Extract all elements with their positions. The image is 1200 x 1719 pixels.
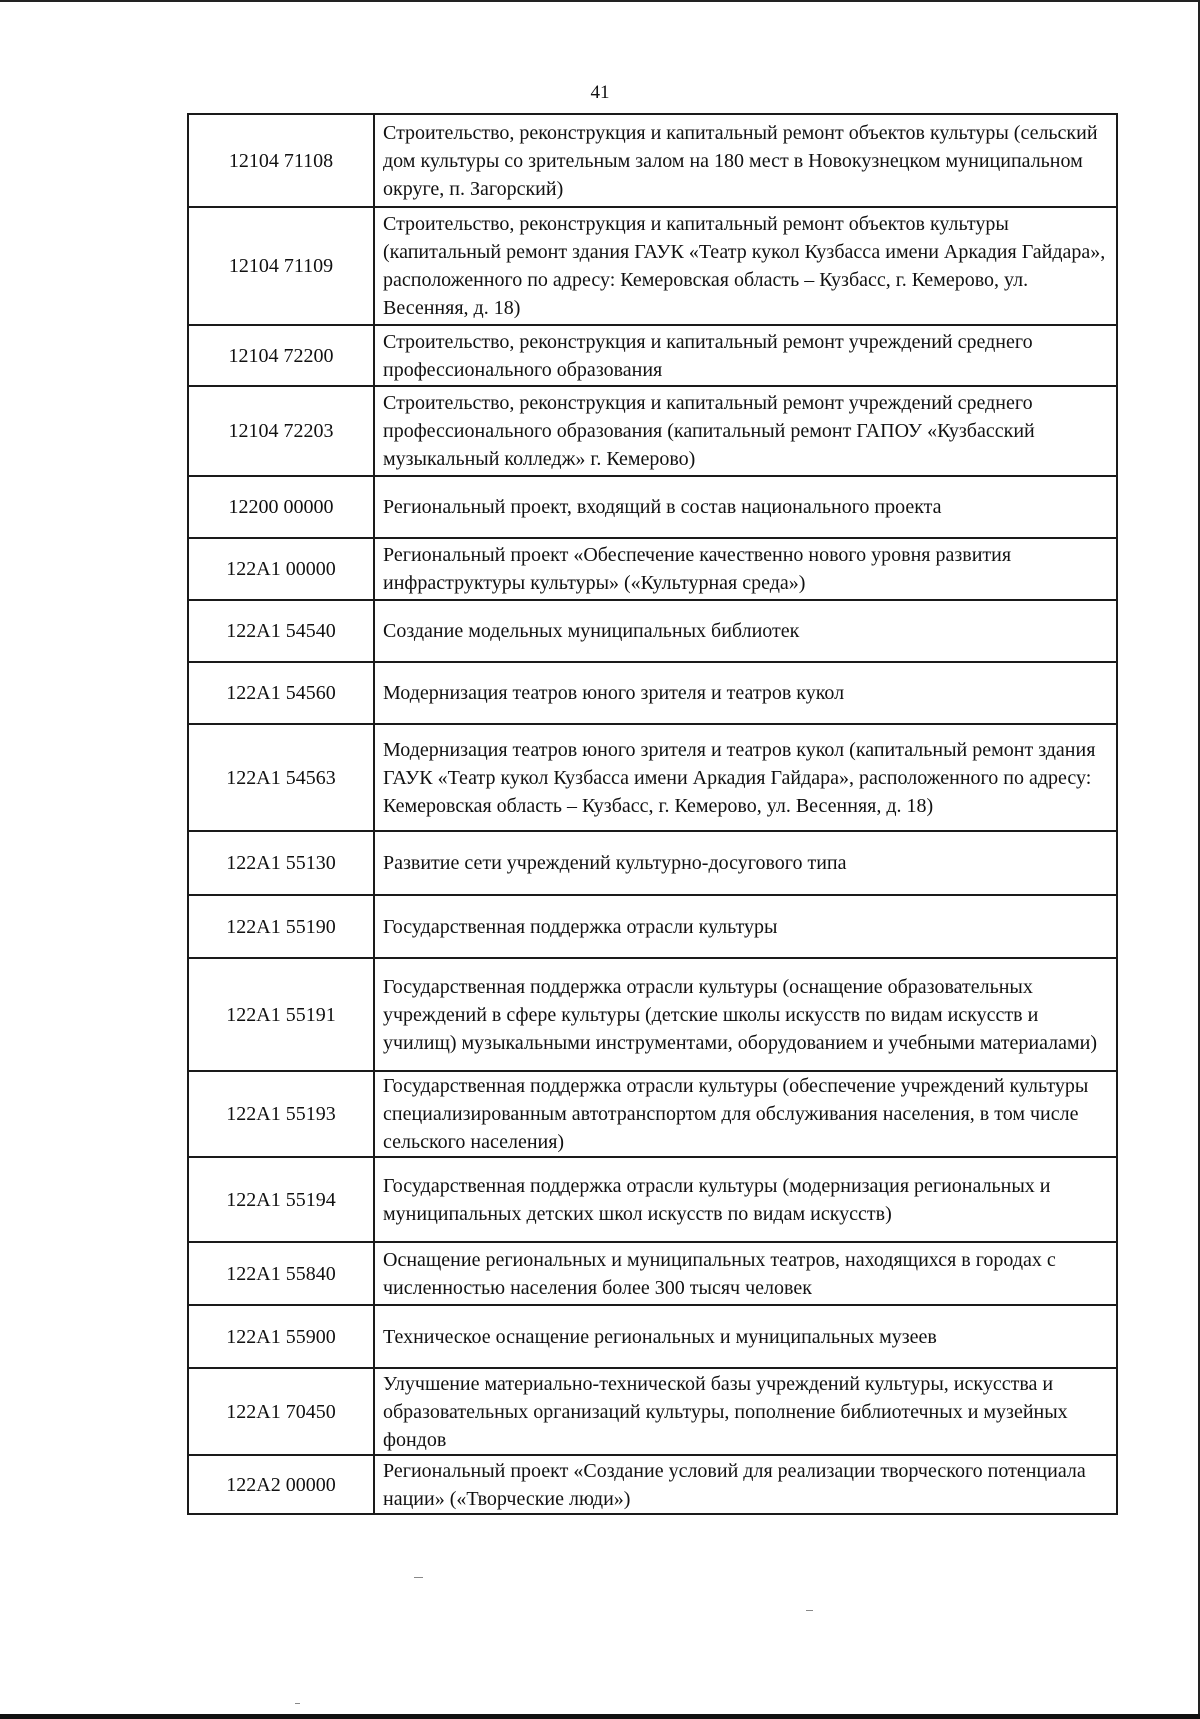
description-cell: Государственная поддержка отрасли культуры (обеспечение учреждений культуры специализированным автотранспортом для обслуживания населения, в том числе сельского населения): [374, 1071, 1117, 1157]
code-cell: 122A1 55190: [188, 895, 374, 958]
budget-classification-table: [187, 113, 1118, 1515]
table-row: [188, 386, 1117, 476]
table-row: [188, 476, 1117, 538]
table-row: [188, 114, 1117, 207]
table-row: [188, 1071, 1117, 1157]
scan-speck: [414, 1577, 423, 1578]
table-row: [188, 724, 1117, 831]
code-cell: 12104 72203: [188, 386, 374, 476]
code-cell: 12104 71109: [188, 207, 374, 325]
description-cell: Создание модельных муниципальных библиотек: [374, 600, 1117, 662]
description-cell: Государственная поддержка отрасли культуры (оснащение образовательных учреждений в сфере культуры (детские школы искусств по видам искусств и училищ) музыкальными инструментами, оборудованием и учебными материалами): [374, 958, 1117, 1071]
code-cell: 122A1 54560: [188, 662, 374, 724]
code-cell: 122A1 70450: [188, 1368, 374, 1455]
code-cell: 122A2 00000: [188, 1455, 374, 1514]
table-row: [188, 600, 1117, 662]
table-row: [188, 895, 1117, 958]
description-cell: Государственная поддержка отрасли культуры: [374, 895, 1117, 958]
description-cell: Модернизация театров юного зрителя и театров кукол (капитальный ремонт здания ГАУК «Театр кукол Кузбасса имени Аркадия Гайдара», расположенного по адресу: Кемеровская область – Кузбасс, г. Кемерово, ул. Весенняя, д. 18): [374, 724, 1117, 831]
table-row: [188, 1305, 1117, 1368]
code-cell: 12104 72200: [188, 325, 374, 386]
scan-edge-top: [0, 0, 1200, 2]
table-row: [188, 662, 1117, 724]
table-row: [188, 1242, 1117, 1305]
table-row: [188, 1157, 1117, 1242]
code-cell: 122A1 54563: [188, 724, 374, 831]
scan-edge-bottom: [0, 1714, 1200, 1719]
code-cell: 122A1 55194: [188, 1157, 374, 1242]
description-cell: Развитие сети учреждений культурно-досугового типа: [374, 831, 1117, 895]
table-row: [188, 538, 1117, 600]
description-cell: Строительство, реконструкция и капитальный ремонт объектов культуры (капитальный ремонт здания ГАУК «Театр кукол Кузбасса имени Аркадия Гайдара», расположенного по адресу: Кемеровская область – Кузбасс, г. Кемерово, ул. Весенняя, д. 18): [374, 207, 1117, 325]
page-number: 41: [590, 82, 610, 103]
description-cell: Государственная поддержка отрасли культуры (модернизация региональных и муниципальных детских школ искусств по видам искусств): [374, 1157, 1117, 1242]
code-cell: 12200 00000: [188, 476, 374, 538]
description-cell: Региональный проект, входящий в состав национального проекта: [374, 476, 1117, 538]
table-row: [188, 207, 1117, 325]
code-cell: 122A1 55191: [188, 958, 374, 1071]
table-row: [188, 1368, 1117, 1455]
description-cell: Строительство, реконструкция и капитальный ремонт учреждений среднего профессионального образования (капитальный ремонт ГАПОУ «Кузбасский музыкальный колледж» г. Кемерово): [374, 386, 1117, 476]
table-row: [188, 325, 1117, 386]
table-row: [188, 958, 1117, 1071]
table-row: [188, 831, 1117, 895]
code-cell: 122A1 55900: [188, 1305, 374, 1368]
code-cell: 122A1 55130: [188, 831, 374, 895]
code-cell: 122A1 54540: [188, 600, 374, 662]
code-cell: 122A1 55840: [188, 1242, 374, 1305]
description-cell: Региональный проект «Обеспечение качественно нового уровня развития инфраструктуры культуры» («Культурная среда»): [374, 538, 1117, 600]
description-cell: Техническое оснащение региональных и муниципальных музеев: [374, 1305, 1117, 1368]
description-cell: Строительство, реконструкция и капитальный ремонт объектов культуры (сельский дом культуры со зрительным залом на 180 мест в Новокузнецком муниципальном округе, п. Загорский): [374, 114, 1117, 207]
description-cell: Улучшение материально-технической базы учреждений культуры, искусства и образовательных организаций культуры, пополнение библиотечных и музейных фондов: [374, 1368, 1117, 1455]
scan-speck: [295, 1703, 300, 1704]
scan-speck: [806, 1610, 813, 1611]
description-cell: Строительство, реконструкция и капитальный ремонт учреждений среднего профессионального образования: [374, 325, 1117, 386]
table-row: [188, 1455, 1117, 1514]
description-cell: Модернизация театров юного зрителя и театров кукол: [374, 662, 1117, 724]
description-cell: Оснащение региональных и муниципальных театров, находящихся в городах с численностью населения более 300 тысяч человек: [374, 1242, 1117, 1305]
code-cell: 122A1 00000: [188, 538, 374, 600]
code-cell: 122A1 55193: [188, 1071, 374, 1157]
description-cell: Региональный проект «Создание условий для реализации творческого потенциала нации» («Творческие люди»): [374, 1455, 1117, 1514]
code-cell: 12104 71108: [188, 114, 374, 207]
